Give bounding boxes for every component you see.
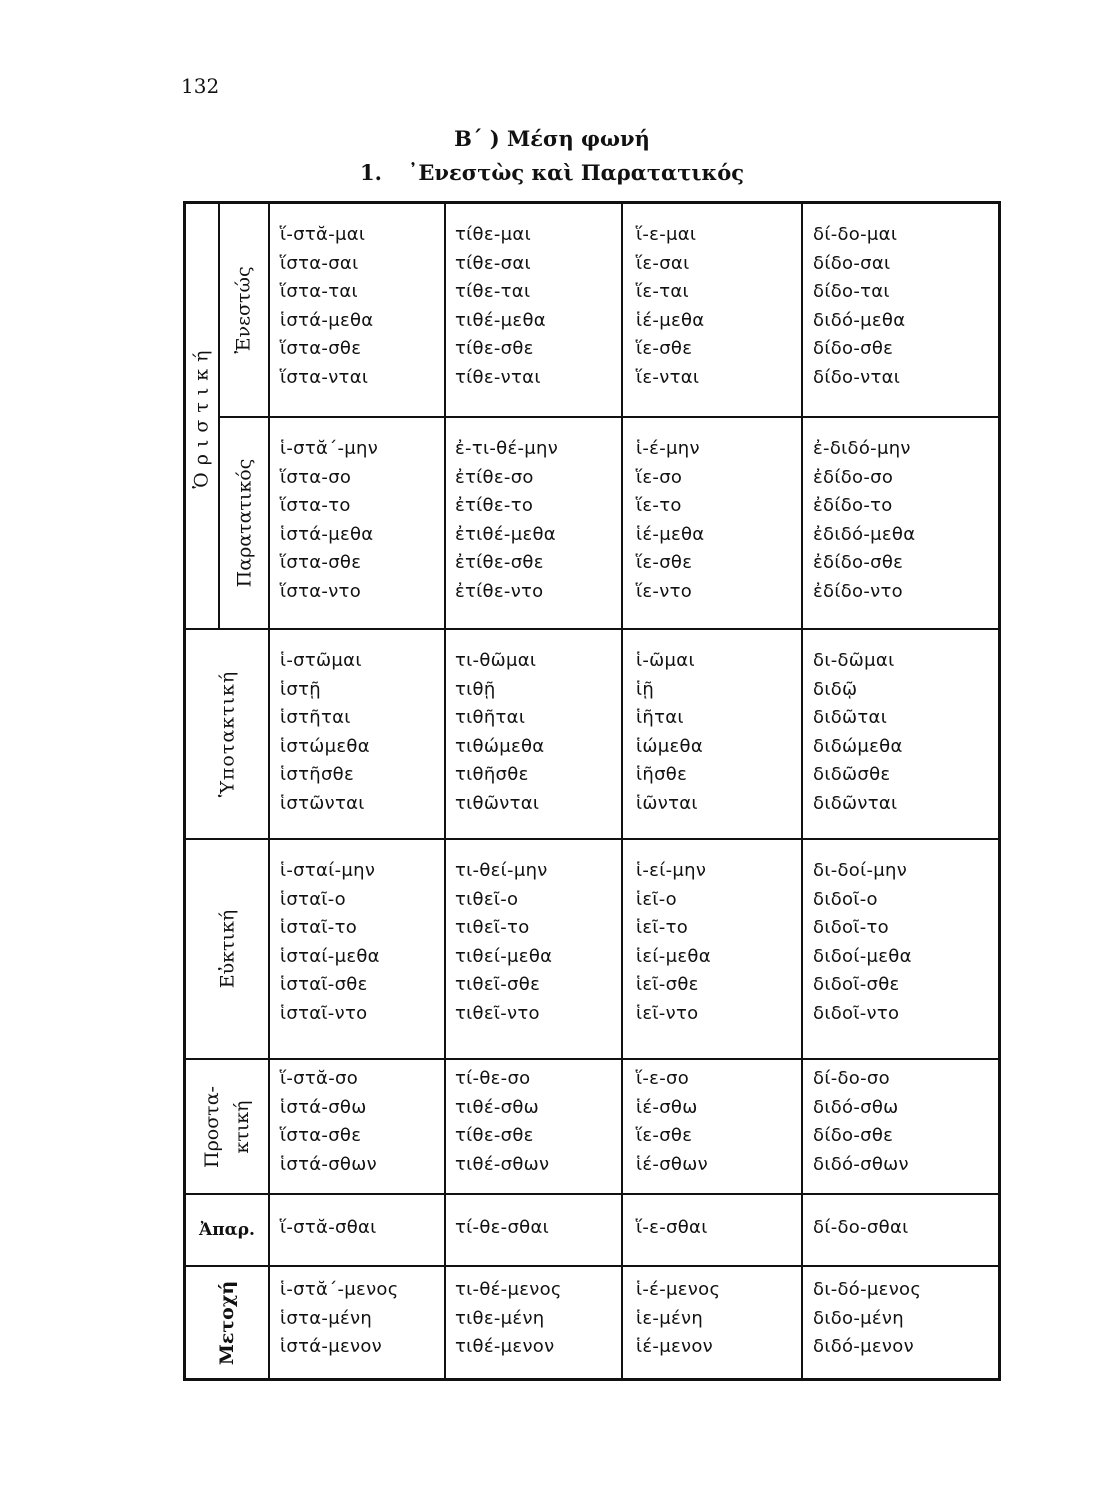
cell-paratatikos-3 — [636, 435, 704, 606]
verb-form: ἵε-σαι — [636, 252, 690, 274]
cell-ypotaktiki-1 — [280, 647, 370, 818]
verb-form: τιθώμεθα — [455, 735, 545, 757]
verb-form: διδό-μεθα — [813, 309, 906, 331]
cell-prostaktiki-2 — [455, 1065, 549, 1179]
cell-paratatikos-1 — [280, 435, 378, 606]
verb-form: ἱῆσθε — [636, 764, 688, 785]
verb-form: ἱεῖ-σθε — [636, 974, 699, 995]
verb-form: διδοῖ-σθε — [813, 974, 900, 995]
row-divider — [183, 838, 1001, 840]
subsection-title: ᾿Ενεστὼς καὶ Παρατατικός — [407, 160, 745, 185]
group-label-oristiki: Ὁριστική — [191, 343, 214, 489]
verb-form: διδοῖ-ντο — [813, 1002, 900, 1024]
verb-form: ἱσταῖ-ο — [280, 888, 346, 910]
verb-form: ἱεῖ-ντο — [636, 1002, 699, 1024]
verb-form: ἵ-στᾰ-σθαι — [280, 1217, 377, 1238]
cell-ypotaktiki-2 — [455, 647, 544, 818]
verb-form: διδό-σθω — [813, 1096, 899, 1118]
verb-form: ἵε-ντο — [636, 580, 693, 602]
verb-form: ἱ-ῶμαι — [636, 650, 695, 671]
verb-form: τίθε-σθε — [455, 1125, 534, 1146]
verb-form: δι-δοί-μην — [813, 860, 908, 881]
verb-form: τιθεῖ-το — [455, 917, 530, 938]
verb-form: ἵ-ε-σο — [636, 1068, 690, 1089]
verb-form: ἱεῖ-το — [636, 917, 689, 938]
subsection-heading — [0, 160, 1104, 185]
cell-metochi-3 — [636, 1276, 720, 1362]
table-border-right — [998, 201, 1001, 1381]
verb-form: ἵστα-σθε — [280, 338, 362, 359]
verb-form: ἱεῖ-ο — [636, 888, 677, 910]
cell-prostaktiki-1 — [280, 1065, 377, 1179]
cell-aparemfato-4 — [813, 1214, 909, 1243]
verb-form: διδοί-μεθα — [813, 945, 912, 967]
verb-form: ἱῆται — [636, 707, 684, 728]
verb-form: τιθέ-σθω — [455, 1096, 540, 1118]
verb-form: τιθῶνται — [455, 792, 540, 814]
verb-form: δίδο-ται — [813, 281, 890, 302]
verb-form: ἱσταῖ-το — [280, 917, 358, 938]
verb-form: ἱέ-μενον — [636, 1336, 714, 1357]
verb-form: τιθῇ — [455, 678, 496, 700]
cell-enestos-2 — [455, 221, 546, 392]
verb-form: ἱέ-μεθα — [636, 523, 705, 545]
cell-metochi-4 — [813, 1276, 921, 1362]
verb-form: ἱσταῖ-σθε — [280, 974, 368, 995]
verb-form: διδοῖ-το — [813, 917, 889, 938]
verb-form: ἵε-νται — [636, 366, 700, 388]
verb-form: τι-θέ-μενος — [455, 1279, 562, 1300]
verb-form: ἱστώμεθα — [280, 735, 370, 757]
verb-form: ἐδιδό-μεθα — [813, 523, 916, 545]
cell-efktiki-3 — [636, 857, 711, 1028]
verb-form: ἵε-σθε — [636, 1125, 693, 1146]
row-divider — [183, 1193, 1001, 1195]
verb-form: ἱέ-σθων — [636, 1153, 708, 1175]
cell-aparemfato-3 — [636, 1214, 708, 1243]
verb-form: τίθε-ται — [455, 281, 531, 302]
verb-form: ἱ-στᾰ΄-μενος — [280, 1279, 399, 1300]
verb-form: τιθέ-σθων — [455, 1153, 550, 1175]
verb-form: τιθῆται — [455, 707, 526, 728]
group-label-ypotaktiki: Ὑποτακτική — [216, 670, 238, 798]
verb-form: ἱσταῖ-ντο — [280, 1002, 368, 1024]
row-divider — [183, 1058, 1001, 1060]
verb-form: δίδο-σθε — [813, 338, 894, 359]
column-divider — [268, 201, 270, 1381]
verb-form: διδώμεθα — [813, 735, 903, 757]
verb-form: ἵστα-το — [280, 495, 351, 516]
cell-metochi-1 — [280, 1276, 399, 1362]
verb-form: ἱστά-μεθα — [280, 523, 374, 545]
cell-enestos-4 — [813, 221, 905, 392]
cell-enestos-3 — [636, 221, 704, 392]
verb-form: ἱεί-μεθα — [636, 945, 711, 967]
verb-form: ἱστῇ — [280, 678, 321, 700]
verb-form: ἐτίθε-σθε — [455, 552, 544, 573]
cell-prostaktiki-4 — [813, 1065, 909, 1179]
page-number: 132 — [181, 74, 220, 98]
verb-form: ἵ-στᾰ-μαι — [280, 224, 366, 245]
verb-form: τιθε-μένη — [455, 1307, 545, 1329]
conjugation-table — [183, 201, 1001, 1381]
verb-form: ἱστῆσθε — [280, 764, 354, 785]
column-divider — [801, 201, 803, 1381]
cell-prostaktiki-3 — [636, 1065, 708, 1179]
verb-form: ἵστα-νται — [280, 366, 369, 388]
verb-form: ἱέ-σθω — [636, 1096, 698, 1118]
verb-form: τίθε-σαι — [455, 252, 531, 274]
verb-form: ἱστα-μένη — [280, 1307, 373, 1329]
verb-form: ἱστά-μεθα — [280, 309, 374, 331]
verb-form: δι-δό-μενος — [813, 1279, 922, 1300]
group-label-prostaktiki-line2: κτική — [230, 1099, 253, 1154]
verb-form: ἱστά-μενον — [280, 1336, 382, 1357]
cell-enestos-1 — [280, 221, 373, 392]
verb-form: ἵστα-σαι — [280, 252, 359, 274]
verb-form: τίθε-σθε — [455, 338, 534, 359]
verb-form: ἱ-εί-μην — [636, 860, 707, 881]
verb-form: δί-δο-μαι — [813, 224, 898, 245]
verb-form: τιθεῖ-ο — [455, 888, 519, 910]
verb-form: ἵε-το — [636, 495, 682, 516]
verb-form: τίθε-νται — [455, 366, 541, 388]
verb-form: ἐδίδο-σο — [813, 466, 894, 488]
verb-form: διδό-μενον — [813, 1336, 914, 1357]
verb-form: ἐδίδο-το — [813, 495, 893, 516]
verb-form: ἵε-σο — [636, 466, 683, 488]
verb-form: ἵστα-ται — [280, 281, 358, 302]
verb-form: δίδο-νται — [813, 366, 901, 388]
verb-form: ἱε-μένη — [636, 1307, 704, 1329]
group-label-prostaktiki — [186, 1060, 268, 1193]
verb-form: τίθε-μαι — [455, 224, 531, 245]
verb-form: ἐδίδο-ντο — [813, 580, 903, 602]
cell-efktiki-2 — [455, 857, 552, 1028]
group-label-prostaktiki-line1: Προστα- — [200, 1085, 223, 1168]
verb-form: ἵστα-σθε — [280, 1125, 362, 1146]
verb-form: διδῶνται — [813, 792, 898, 814]
verb-form: ἐδίδο-σθε — [813, 552, 904, 573]
verb-form: τί-θε-σο — [455, 1068, 531, 1089]
verb-form: τί-θε-σθαι — [455, 1217, 550, 1238]
verb-form: ἐ-τι-θέ-μην — [455, 438, 559, 459]
verb-form: διδῶσθε — [813, 764, 891, 785]
verb-form: διδό-σθων — [813, 1153, 909, 1175]
verb-form: τι-θῶμαι — [455, 650, 537, 671]
subsection-number: 1. — [359, 160, 382, 185]
verb-form: ἱ-στῶμαι — [280, 650, 362, 671]
verb-form: τιθεῖ-σθε — [455, 974, 541, 995]
verb-form: ἱέ-μεθα — [636, 309, 705, 331]
verb-form: διδῶται — [813, 707, 888, 728]
verb-form: ἱώμεθα — [636, 735, 704, 757]
table-border-top — [183, 201, 1001, 204]
verb-form: ἵστα-ντο — [280, 580, 362, 602]
verb-form: ἱῇ — [636, 678, 655, 700]
subgroup-label-paratatikos: Παρατατικός — [233, 458, 256, 588]
row-divider — [183, 1265, 1001, 1267]
verb-form: ἐ-διδό-μην — [813, 438, 911, 459]
verb-form: ἐτίθε-το — [455, 495, 534, 516]
verb-form: τιθέ-μεθα — [455, 309, 546, 331]
verb-form: ἱστά-σθω — [280, 1096, 367, 1118]
row-divider — [183, 628, 1001, 630]
verb-form: δίδο-σθε — [813, 1125, 894, 1146]
section-heading: B΄ ) Μέση φωνή — [454, 126, 650, 151]
verb-form: ἵ-ε-μαι — [636, 224, 697, 245]
verb-form: ἵε-σθε — [636, 552, 693, 573]
cell-efktiki-1 — [280, 857, 380, 1028]
verb-form: ἵε-ται — [636, 281, 689, 302]
group-label-metochi: Μετοχή — [216, 1280, 239, 1365]
verb-form: ἱστά-σθων — [280, 1153, 377, 1175]
verb-form: διδο-μένη — [813, 1307, 904, 1329]
verb-form: ἱστῆται — [280, 707, 351, 728]
verb-form: τιθεί-μεθα — [455, 945, 553, 967]
verb-form: ἵστα-σο — [280, 466, 352, 488]
verb-form: ἱ-σταί-μην — [280, 860, 376, 881]
cell-paratatikos-4 — [813, 435, 915, 606]
verb-form: τι-θεί-μην — [455, 860, 548, 881]
cell-efktiki-4 — [813, 857, 912, 1028]
cell-ypotaktiki-3 — [636, 647, 703, 818]
group-label-efktiki: Εὐκτική — [215, 909, 238, 989]
verb-form: ἵ-στᾰ-σο — [280, 1068, 359, 1089]
verb-form: διδοῖ-ο — [813, 888, 878, 910]
verb-form: τιθέ-μενον — [455, 1336, 555, 1357]
column-divider — [621, 201, 623, 1381]
cell-aparemfato-1 — [280, 1214, 377, 1243]
verb-form: ἵ-ε-σθαι — [636, 1217, 708, 1238]
verb-form: ἱσταί-μεθα — [280, 945, 380, 967]
cell-ypotaktiki-4 — [813, 647, 903, 818]
cell-paratatikos-2 — [455, 435, 558, 606]
verb-form: ἐτιθέ-μεθα — [455, 523, 556, 545]
cell-aparemfato-2 — [455, 1214, 549, 1243]
verb-form: ἐτίθε-σο — [455, 466, 534, 488]
group-label-aparemfato: Ἀπαρ. — [199, 1220, 255, 1240]
verb-form: τιθῆσθε — [455, 764, 529, 785]
verb-form: δι-δῶμαι — [813, 650, 895, 671]
verb-form: δί-δο-σο — [813, 1068, 890, 1089]
verb-form: δί-δο-σθαι — [813, 1217, 909, 1238]
subgroup-label-enestos: Ἐνεστώς — [233, 266, 255, 354]
column-divider — [444, 201, 446, 1381]
verb-form: δίδο-σαι — [813, 252, 891, 274]
verb-form: ἐτίθε-ντο — [455, 580, 544, 602]
verb-form: ἵε-σθε — [636, 338, 693, 359]
verb-form: ἱῶνται — [636, 792, 698, 814]
verb-form: ἱ-στᾰ΄-μην — [280, 438, 379, 459]
table-border-bottom — [183, 1378, 1001, 1381]
verb-form: ἱστῶνται — [280, 792, 365, 814]
verb-form: διδῷ — [813, 678, 858, 700]
cell-metochi-2 — [455, 1276, 562, 1362]
verb-form: ἱ-έ-μενος — [636, 1279, 721, 1300]
verb-form: ἱ-έ-μην — [636, 438, 700, 459]
verb-form: τιθεῖ-ντο — [455, 1002, 540, 1024]
row-divider — [218, 416, 1001, 418]
verb-form: ἵστα-σθε — [280, 552, 362, 573]
